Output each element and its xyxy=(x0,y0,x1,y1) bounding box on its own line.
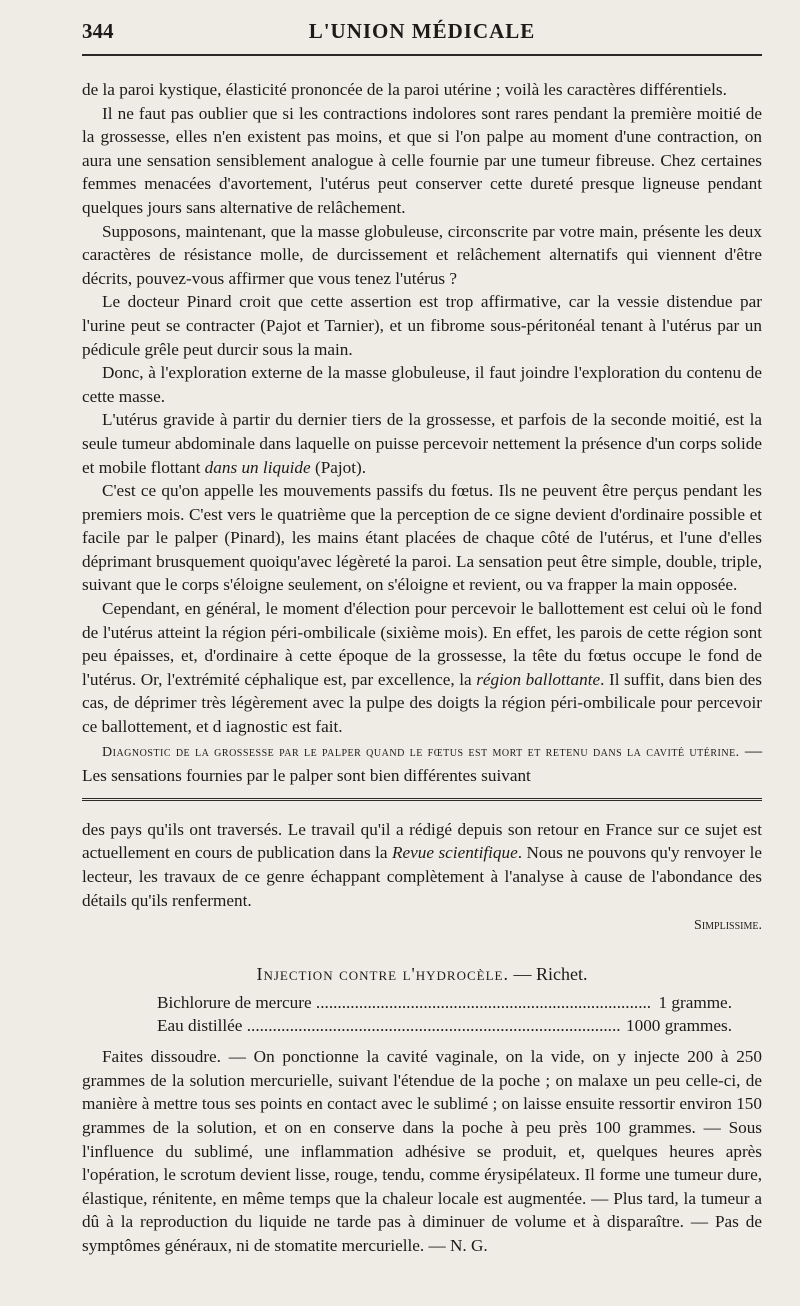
paragraph xyxy=(82,597,762,739)
text-run: L'utérus gravide à partir du dernier tiers de la grossesse, et parfois de la seconde moitié, est la seule tumeur abdominale dans laquelle on puisse percevoir nettement la présence d'un corps solide et mobile flottant xyxy=(82,410,762,477)
recipe-row xyxy=(157,991,732,1014)
ingredient-qty: 1 gramme. xyxy=(658,993,732,1013)
article-body xyxy=(82,78,762,788)
text-run: . Nous ne pouvons qu'y renvoyer le lecteur, les travaux de ce genre échappant complètement à l'analyse à cause de l'abondance des détails qu'ils renferment. xyxy=(82,843,762,910)
footnote xyxy=(82,818,762,934)
paragraph: de la paroi kystique, élasticité prononcée de la paroi utérine ; voilà les caractères différentiels. xyxy=(82,80,727,99)
footnote-divider xyxy=(82,798,762,804)
italic-text: Revue scientifique xyxy=(392,843,518,863)
section-paragraph xyxy=(82,739,762,788)
page-header xyxy=(82,16,762,56)
paragraph: C'est ce qu'on appelle les mouvements passifs du fœtus. Ils ne peuvent être perçus pendant les premiers mois. C'est vers le quatrième que la perception de ce signe devient d'ordinaire possible et facile par le palper (Pinard), les mains étant placées de chaque côté de l'utérus, et l'une d'elles déprimant brusquement quoiqu'avec légèreté la paroi. La sensation peut être simple, double, triple, suivant que le corps s'éloigne seulement, on s'éloigne et revient, ou va frapper la main opposée. xyxy=(82,481,762,595)
journal-title: L'UNION MÉDICALE xyxy=(308,19,536,43)
footnote-text xyxy=(82,818,762,912)
text-run: (Pajot). xyxy=(310,457,367,477)
recipe-row xyxy=(157,1014,732,1037)
ingredient-name: Bichlorure de mercure ..... xyxy=(157,991,652,1014)
text-run: Cependant, en général, le moment d'élection pour percevoir le ballottement est celui où le fond de l'utérus atteint la région péri-ombilicale (sixième mois). En effet, les parois de cette région sont peu épaisses, et, d'ordinaire à cette époque de la grossesse, la tête du fœtus occupe le fond de l'utérus. Or, l'extrémité céphalique est, par excellence, la xyxy=(82,599,762,689)
instructions-text: Faites dissoudre. — On ponctionne la cavité vaginale, on la vide, on y injecte 200 à 250 grammes de la solution mercurielle, suivant l'étendue de la poche ; on malaxe un peu celle-ci, de manière à mettre tous ses points en contact avec le sublimé ; on laisse ensuite ressortir environ 150 grammes de la solution, et on en conserve dans la poche à peu près 100 grammes. — Sous l'influence du sublimé, une inflammation adhésive se produit, et, quelques heures après l'opération, le scrotum devient lisse, rouge, tendu, comme érysipélateux. Il forme une tumeur dure, élastique, rénitente, en même temps que la chaleur locale est augmentée. — Plus tard, la tumeur a dû à la reproduction du liquide ne tarde pas à diminuer de volume et à disparaître. — Pas de symptômes généraux, ni de stomatite mercurielle. — N. G. xyxy=(82,1047,762,1255)
paragraph: Il ne faut pas oublier que si les contractions indolores sont rares pendant la première moitié de la grossesse, elles n'en existent pas moins, et que si l'on palpe au moment d'une contraction, on aura une sensation sensiblement analogue à celle fournie par une tumeur fibreuse. Chez certaines femmes menacées d'avortement, l'utérus peut conserver cette dureté presque ligneuse pendant quelques jours sans alternative de relâchement. xyxy=(82,103,762,217)
ingredient-qty: 1000 grammes. xyxy=(626,1016,732,1036)
text-run: des pays qu'ils ont traversés. Le travail qu'il a rédigé depuis son retour en France sur ce sujet est actuellement en cours de publication dans la xyxy=(82,819,762,863)
section-heading: Diagnostic de la grossesse par le palper quand le fœtus est mort et retenu dans la cavité utérine. xyxy=(102,744,740,760)
italic-text: région ballottante xyxy=(476,669,601,689)
signature: Simplissime. xyxy=(694,918,762,934)
injection-title: Injection contre l'hydrocèle. xyxy=(256,964,509,985)
injection-author: — Richet. xyxy=(509,964,588,985)
ingredient-name: Eau distillée ..... xyxy=(157,1014,620,1037)
page-number: 344 xyxy=(82,19,114,43)
paragraph: Le docteur Pinard croit que cette assertion est trop affirmative, car la vessie distendue par l'urine peut se contracter (Pajot et Tarnier), et un fibrome sous-péritonéal tenant à l'utérus par un pédicule grêle peut durcir sous la main. xyxy=(82,292,762,359)
recipe xyxy=(157,991,732,1037)
text-run: . Il suffit, dans bien des cas, de déprimer très légèrement avec la pulpe des doigts la région péri-ombilicale pour percevoir ce ballottement, et d iagnostic est fait. xyxy=(82,669,762,737)
injection-heading xyxy=(82,964,762,985)
section-text: — Les sensations fournies par le palper sont bien différentes suivant xyxy=(82,740,763,786)
paragraph: Supposons, maintenant, que la masse globuleuse, circonscrite par votre main, présente les deux caractères de résistance molle, de durcissement et relâchement alternatifs qui viennent d'être décrits, pouvez-vous affirmer que vous tenez l'utérus ? xyxy=(82,221,762,288)
paragraph: Donc, à l'exploration externe de la masse globuleuse, il faut joindre l'exploration du contenu de cette masse. xyxy=(82,363,762,406)
italic-text: dans un liquide xyxy=(204,457,311,477)
paragraph xyxy=(82,408,762,479)
instructions xyxy=(82,1045,762,1257)
